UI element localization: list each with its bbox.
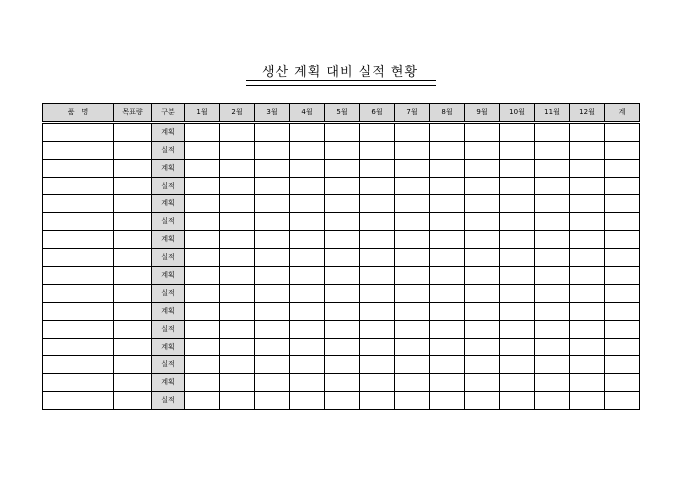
month-cell[interactable]	[465, 249, 500, 267]
production-table	[42, 103, 640, 410]
month-cell[interactable]	[570, 231, 605, 249]
month-cell[interactable]	[535, 338, 570, 356]
month-cell[interactable]	[220, 284, 255, 302]
month-cell[interactable]	[465, 159, 500, 177]
month-cell[interactable]	[185, 141, 220, 159]
month-cell[interactable]	[395, 141, 430, 159]
month-cell[interactable]	[360, 249, 395, 267]
month-cell[interactable]	[220, 159, 255, 177]
column-header: 3월	[255, 104, 290, 123]
target-cell[interactable]	[114, 392, 152, 410]
month-cell[interactable]	[500, 320, 535, 338]
target-cell[interactable]	[114, 284, 152, 302]
total-cell[interactable]	[605, 231, 640, 249]
month-cell[interactable]	[535, 320, 570, 338]
month-cell[interactable]	[290, 320, 325, 338]
month-cell[interactable]	[290, 141, 325, 159]
month-cell[interactable]	[255, 177, 290, 195]
month-cell[interactable]	[500, 284, 535, 302]
column-header: 6월	[360, 104, 395, 123]
month-cell[interactable]	[220, 141, 255, 159]
month-cell[interactable]	[290, 159, 325, 177]
month-cell[interactable]	[535, 177, 570, 195]
month-cell[interactable]	[220, 267, 255, 285]
month-cell[interactable]	[465, 177, 500, 195]
month-cell[interactable]	[430, 122, 465, 141]
total-cell[interactable]	[605, 320, 640, 338]
table-row	[43, 195, 640, 213]
month-cell[interactable]	[535, 231, 570, 249]
gubun-cell: 실적	[152, 392, 185, 410]
total-cell[interactable]	[605, 141, 640, 159]
header-row	[43, 104, 640, 123]
month-cell[interactable]	[220, 177, 255, 195]
month-cell[interactable]	[220, 338, 255, 356]
month-cell[interactable]	[360, 159, 395, 177]
month-cell[interactable]	[500, 122, 535, 141]
month-cell[interactable]	[395, 392, 430, 410]
total-cell[interactable]	[605, 122, 640, 141]
column-header: 10월	[500, 104, 535, 123]
target-cell[interactable]	[114, 159, 152, 177]
month-cell[interactable]	[360, 284, 395, 302]
month-cell[interactable]	[290, 374, 325, 392]
month-cell[interactable]	[465, 374, 500, 392]
month-cell[interactable]	[290, 392, 325, 410]
item-name-cell[interactable]	[43, 249, 114, 267]
month-cell[interactable]	[255, 320, 290, 338]
month-cell[interactable]	[570, 267, 605, 285]
column-header: 7월	[395, 104, 430, 123]
month-cell[interactable]	[430, 141, 465, 159]
month-cell[interactable]	[570, 284, 605, 302]
month-cell[interactable]	[535, 122, 570, 141]
item-name-cell[interactable]	[43, 141, 114, 159]
table-row	[43, 159, 640, 177]
month-cell[interactable]	[535, 302, 570, 320]
month-cell[interactable]	[500, 374, 535, 392]
item-name-cell[interactable]	[43, 284, 114, 302]
item-name-cell[interactable]	[43, 392, 114, 410]
month-cell[interactable]	[395, 320, 430, 338]
month-cell[interactable]	[185, 231, 220, 249]
month-cell[interactable]	[535, 213, 570, 231]
month-cell[interactable]	[570, 338, 605, 356]
month-cell[interactable]	[360, 141, 395, 159]
target-cell[interactable]	[114, 213, 152, 231]
column-header: 구분	[152, 104, 185, 123]
month-cell[interactable]	[395, 159, 430, 177]
column-header: 9월	[465, 104, 500, 123]
table-row	[43, 177, 640, 195]
month-cell[interactable]	[325, 122, 360, 141]
month-cell[interactable]	[255, 267, 290, 285]
month-cell[interactable]	[570, 141, 605, 159]
month-cell[interactable]	[290, 122, 325, 141]
total-cell[interactable]	[605, 159, 640, 177]
month-cell[interactable]	[535, 374, 570, 392]
table-row	[43, 231, 640, 249]
gubun-cell: 계획	[152, 338, 185, 356]
month-cell[interactable]	[535, 141, 570, 159]
month-cell[interactable]	[325, 392, 360, 410]
month-cell[interactable]	[395, 267, 430, 285]
month-cell[interactable]	[255, 356, 290, 374]
item-name-cell[interactable]	[43, 338, 114, 356]
month-cell[interactable]	[255, 213, 290, 231]
month-cell[interactable]	[325, 267, 360, 285]
month-cell[interactable]	[430, 177, 465, 195]
gubun-cell: 계획	[152, 267, 185, 285]
month-cell[interactable]	[290, 195, 325, 213]
month-cell[interactable]	[360, 122, 395, 141]
target-cell[interactable]	[114, 267, 152, 285]
item-name-cell[interactable]	[43, 267, 114, 285]
month-cell[interactable]	[465, 122, 500, 141]
month-cell[interactable]	[185, 159, 220, 177]
item-name-cell[interactable]	[43, 356, 114, 374]
month-cell[interactable]	[220, 302, 255, 320]
month-cell[interactable]	[430, 213, 465, 231]
month-cell[interactable]	[325, 141, 360, 159]
month-cell[interactable]	[220, 122, 255, 141]
month-cell[interactable]	[430, 249, 465, 267]
month-cell[interactable]	[290, 249, 325, 267]
month-cell[interactable]	[360, 338, 395, 356]
gubun-cell: 계획	[152, 302, 185, 320]
total-cell[interactable]	[605, 338, 640, 356]
item-name-cell[interactable]	[43, 213, 114, 231]
month-cell[interactable]	[185, 213, 220, 231]
table-row	[43, 284, 640, 302]
month-cell[interactable]	[185, 267, 220, 285]
target-cell[interactable]	[114, 177, 152, 195]
month-cell[interactable]	[185, 177, 220, 195]
total-cell[interactable]	[605, 374, 640, 392]
month-cell[interactable]	[255, 338, 290, 356]
total-cell[interactable]	[605, 267, 640, 285]
gubun-cell: 실적	[152, 320, 185, 338]
table-row	[43, 249, 640, 267]
month-cell[interactable]	[185, 249, 220, 267]
month-cell[interactable]	[395, 356, 430, 374]
column-header: 12월	[570, 104, 605, 123]
month-cell[interactable]	[255, 374, 290, 392]
gubun-cell: 실적	[152, 177, 185, 195]
month-cell[interactable]	[570, 320, 605, 338]
month-cell[interactable]	[430, 231, 465, 249]
target-cell[interactable]	[114, 195, 152, 213]
month-cell[interactable]	[465, 284, 500, 302]
month-cell[interactable]	[570, 122, 605, 141]
month-cell[interactable]	[220, 249, 255, 267]
month-cell[interactable]	[395, 302, 430, 320]
month-cell[interactable]	[325, 159, 360, 177]
month-cell[interactable]	[570, 392, 605, 410]
month-cell[interactable]	[535, 392, 570, 410]
table-row	[43, 302, 640, 320]
column-header: 목표량	[114, 104, 152, 123]
gubun-cell: 계획	[152, 159, 185, 177]
total-cell[interactable]	[605, 356, 640, 374]
month-cell[interactable]	[290, 177, 325, 195]
table-row	[43, 320, 640, 338]
month-cell[interactable]	[535, 267, 570, 285]
target-cell[interactable]	[114, 231, 152, 249]
total-cell[interactable]	[605, 284, 640, 302]
target-cell[interactable]	[114, 356, 152, 374]
month-cell[interactable]	[185, 122, 220, 141]
month-cell[interactable]	[395, 284, 430, 302]
month-cell[interactable]	[430, 338, 465, 356]
month-cell[interactable]	[360, 213, 395, 231]
month-cell[interactable]	[570, 302, 605, 320]
month-cell[interactable]	[255, 195, 290, 213]
month-cell[interactable]	[325, 338, 360, 356]
month-cell[interactable]	[325, 249, 360, 267]
month-cell[interactable]	[395, 122, 430, 141]
month-cell[interactable]	[360, 356, 395, 374]
table-row	[43, 122, 640, 141]
month-cell[interactable]	[465, 302, 500, 320]
month-cell[interactable]	[465, 320, 500, 338]
item-name-cell[interactable]	[43, 231, 114, 249]
month-cell[interactable]	[395, 177, 430, 195]
month-cell[interactable]	[430, 267, 465, 285]
item-name-cell[interactable]	[43, 122, 114, 141]
item-name-cell[interactable]	[43, 177, 114, 195]
month-cell[interactable]	[465, 356, 500, 374]
month-cell[interactable]	[430, 195, 465, 213]
column-header: 5월	[325, 104, 360, 123]
month-cell[interactable]	[570, 159, 605, 177]
month-cell[interactable]	[500, 267, 535, 285]
month-cell[interactable]	[220, 320, 255, 338]
month-cell[interactable]	[185, 374, 220, 392]
target-cell[interactable]	[114, 374, 152, 392]
total-cell[interactable]	[605, 195, 640, 213]
month-cell[interactable]	[290, 213, 325, 231]
item-name-cell[interactable]	[43, 159, 114, 177]
month-cell[interactable]	[535, 356, 570, 374]
target-cell[interactable]	[114, 141, 152, 159]
month-cell[interactable]	[570, 195, 605, 213]
month-cell[interactable]	[290, 338, 325, 356]
month-cell[interactable]	[500, 141, 535, 159]
title-underline	[246, 80, 436, 86]
column-header: 11월	[535, 104, 570, 123]
table-row	[43, 338, 640, 356]
month-cell[interactable]	[570, 177, 605, 195]
month-cell[interactable]	[465, 392, 500, 410]
document-title: 생산 계획 대비 실적 현황	[261, 65, 419, 80]
month-cell[interactable]	[255, 284, 290, 302]
month-cell[interactable]	[570, 374, 605, 392]
target-cell[interactable]	[114, 249, 152, 267]
month-cell[interactable]	[500, 177, 535, 195]
gubun-cell: 실적	[152, 213, 185, 231]
month-cell[interactable]	[290, 302, 325, 320]
total-cell[interactable]	[605, 213, 640, 231]
month-cell[interactable]	[395, 195, 430, 213]
month-cell[interactable]	[360, 195, 395, 213]
column-header: 계	[605, 104, 640, 123]
month-cell[interactable]	[360, 320, 395, 338]
column-header: 2월	[220, 104, 255, 123]
column-header: 품 명	[43, 104, 114, 123]
month-cell[interactable]	[430, 356, 465, 374]
month-cell[interactable]	[220, 392, 255, 410]
column-header: 1월	[185, 104, 220, 123]
month-cell[interactable]	[185, 284, 220, 302]
month-cell[interactable]	[535, 195, 570, 213]
month-cell[interactable]	[395, 374, 430, 392]
month-cell[interactable]	[500, 213, 535, 231]
total-cell[interactable]	[605, 249, 640, 267]
month-cell[interactable]	[255, 159, 290, 177]
month-cell[interactable]	[395, 249, 430, 267]
month-cell[interactable]	[290, 231, 325, 249]
month-cell[interactable]	[465, 213, 500, 231]
month-cell[interactable]	[395, 231, 430, 249]
month-cell[interactable]	[360, 231, 395, 249]
month-cell[interactable]	[290, 267, 325, 285]
month-cell[interactable]	[325, 320, 360, 338]
item-name-cell[interactable]	[43, 320, 114, 338]
month-cell[interactable]	[325, 195, 360, 213]
gubun-cell: 계획	[152, 195, 185, 213]
month-cell[interactable]	[325, 213, 360, 231]
month-cell[interactable]	[325, 374, 360, 392]
month-cell[interactable]	[465, 267, 500, 285]
month-cell[interactable]	[290, 284, 325, 302]
gubun-cell: 계획	[152, 231, 185, 249]
month-cell[interactable]	[430, 392, 465, 410]
month-cell[interactable]	[430, 302, 465, 320]
month-cell[interactable]	[325, 231, 360, 249]
month-cell[interactable]	[185, 392, 220, 410]
month-cell[interactable]	[500, 356, 535, 374]
month-cell[interactable]	[500, 159, 535, 177]
column-header: 8월	[430, 104, 465, 123]
month-cell[interactable]	[255, 231, 290, 249]
month-cell[interactable]	[500, 231, 535, 249]
month-cell[interactable]	[220, 213, 255, 231]
month-cell[interactable]	[395, 213, 430, 231]
table-row	[43, 141, 640, 159]
target-cell[interactable]	[114, 320, 152, 338]
month-cell[interactable]	[255, 122, 290, 141]
target-cell[interactable]	[114, 302, 152, 320]
total-cell[interactable]	[605, 302, 640, 320]
month-cell[interactable]	[500, 249, 535, 267]
month-cell[interactable]	[535, 284, 570, 302]
month-cell[interactable]	[430, 159, 465, 177]
month-cell[interactable]	[255, 392, 290, 410]
table-row	[43, 392, 640, 410]
target-cell[interactable]	[114, 122, 152, 141]
gubun-cell: 실적	[152, 284, 185, 302]
month-cell[interactable]	[465, 231, 500, 249]
month-cell[interactable]	[255, 141, 290, 159]
item-name-cell[interactable]	[43, 374, 114, 392]
target-cell[interactable]	[114, 338, 152, 356]
gubun-cell: 계획	[152, 374, 185, 392]
month-cell[interactable]	[360, 177, 395, 195]
month-cell[interactable]	[430, 284, 465, 302]
month-cell[interactable]	[570, 249, 605, 267]
month-cell[interactable]	[570, 213, 605, 231]
table-row	[43, 356, 640, 374]
month-cell[interactable]	[465, 141, 500, 159]
table-row	[43, 213, 640, 231]
month-cell[interactable]	[255, 249, 290, 267]
month-cell[interactable]	[290, 356, 325, 374]
total-cell[interactable]	[605, 392, 640, 410]
month-cell[interactable]	[500, 392, 535, 410]
month-cell[interactable]	[185, 320, 220, 338]
table-row	[43, 374, 640, 392]
month-cell[interactable]	[325, 284, 360, 302]
gubun-cell: 계획	[152, 122, 185, 141]
month-cell[interactable]	[220, 231, 255, 249]
month-cell[interactable]	[360, 392, 395, 410]
month-cell[interactable]	[220, 195, 255, 213]
month-cell[interactable]	[500, 195, 535, 213]
month-cell[interactable]	[430, 320, 465, 338]
total-cell[interactable]	[605, 177, 640, 195]
month-cell[interactable]	[395, 338, 430, 356]
month-cell[interactable]	[255, 302, 290, 320]
month-cell[interactable]	[360, 302, 395, 320]
month-cell[interactable]	[185, 356, 220, 374]
month-cell[interactable]	[360, 267, 395, 285]
gubun-cell: 실적	[152, 249, 185, 267]
month-cell[interactable]	[500, 338, 535, 356]
month-cell[interactable]	[325, 356, 360, 374]
month-cell[interactable]	[220, 356, 255, 374]
month-cell[interactable]	[465, 338, 500, 356]
month-cell[interactable]	[325, 302, 360, 320]
month-cell[interactable]	[430, 374, 465, 392]
month-cell[interactable]	[185, 195, 220, 213]
gubun-cell: 실적	[152, 141, 185, 159]
month-cell[interactable]	[535, 249, 570, 267]
month-cell[interactable]	[185, 338, 220, 356]
month-cell[interactable]	[185, 302, 220, 320]
item-name-cell[interactable]	[43, 195, 114, 213]
month-cell[interactable]	[465, 195, 500, 213]
month-cell[interactable]	[535, 159, 570, 177]
item-name-cell[interactable]	[43, 302, 114, 320]
column-header: 4월	[290, 104, 325, 123]
month-cell[interactable]	[500, 302, 535, 320]
month-cell[interactable]	[570, 356, 605, 374]
month-cell[interactable]	[220, 374, 255, 392]
month-cell[interactable]	[325, 177, 360, 195]
gubun-cell: 실적	[152, 356, 185, 374]
month-cell[interactable]	[360, 374, 395, 392]
table-row	[43, 267, 640, 285]
